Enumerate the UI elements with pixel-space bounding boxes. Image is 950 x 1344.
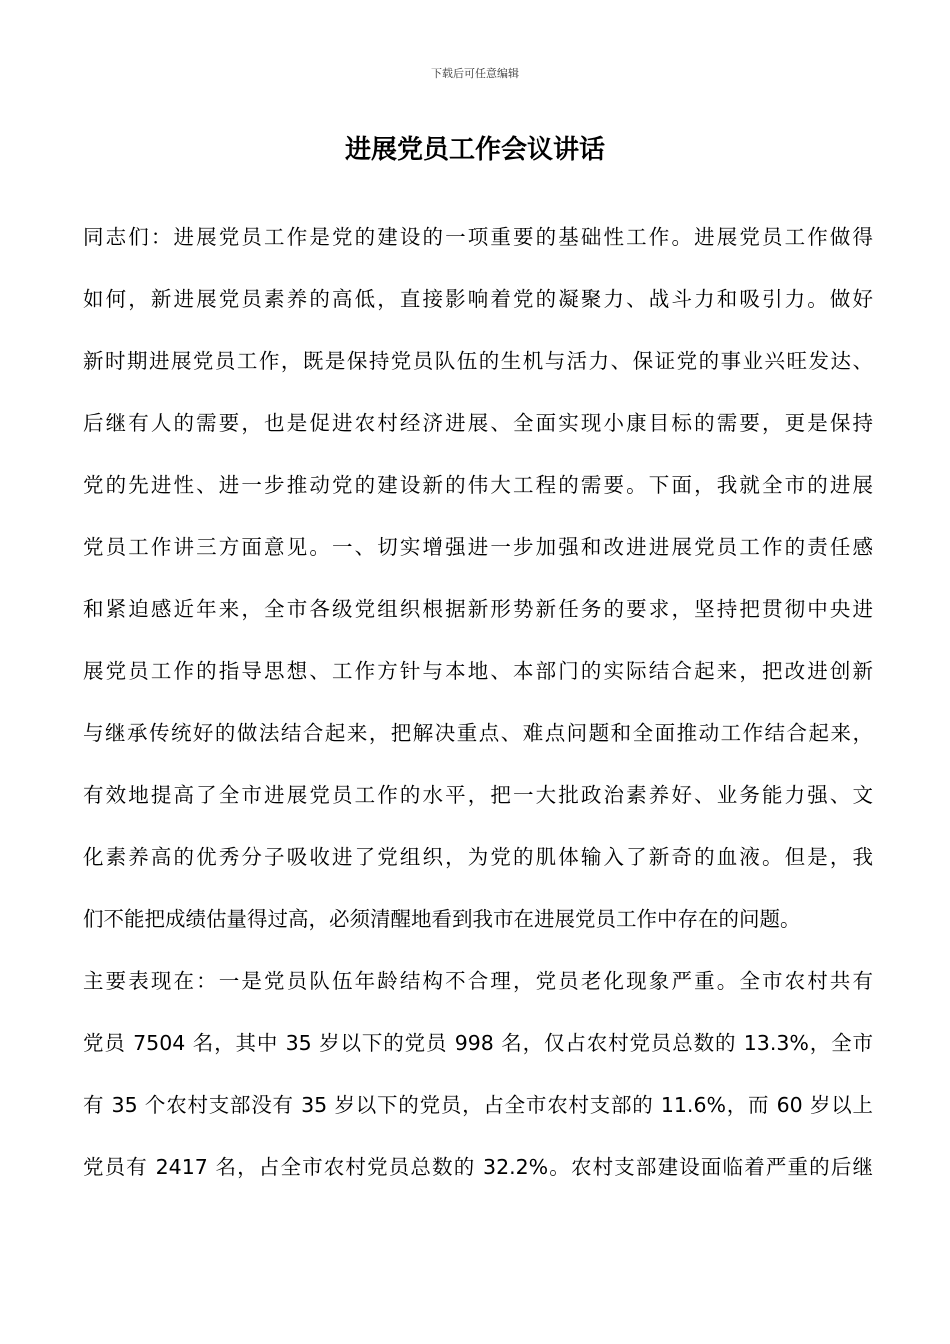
body-line: 有 35 个农村支部没有 35 岁以下的党员，占全市农村支部的 11.6%，而 60 岁以上 <box>83 1093 873 1117</box>
body-line: 党员工作讲三方面意见。一、切实增强进一步加强和改进进展党员工作的责任感 <box>83 535 873 559</box>
body-line: 如何，新进展党员素养的高低，直接影响着党的凝聚力、战斗力和吸引力。做好 <box>83 287 873 311</box>
page-header-note: 下载后可任意编辑 <box>431 67 519 80</box>
body-line: 后继有人的需要，也是促进农村经济进展、全面实现小康目标的需要，更是保持 <box>83 411 873 435</box>
body-line: 党员有 2417 名，占全市农村党员总数的 32.2%。农村支部建设面临着严重的后继 <box>83 1155 873 1179</box>
document-title: 进展党员工作会议讲话 <box>344 135 605 165</box>
body-line: 和紧迫感近年来，全市各级党组织根据新形势新任务的要求，坚持把贯彻中央进 <box>83 597 873 621</box>
body-line: 与继承传统好的做法结合起来，把解决重点、难点问题和全面推动工作结合起来， <box>83 721 873 745</box>
body-line: 展党员工作的指导思想、工作方针与本地、本部门的实际结合起来，把改进创新 <box>83 659 873 683</box>
body-line: 化素养高的优秀分子吸收进了党组织，为党的肌体输入了新奇的血液。但是，我 <box>83 845 873 869</box>
body-line: 主要表现在：一是党员队伍年龄结构不合理，党员老化现象严重。全市农村共有 <box>83 969 873 993</box>
body-line: 党员 7504 名，其中 35 岁以下的党员 998 名，仅占农村党员总数的 13.3%，全市 <box>83 1031 873 1055</box>
body-line: 同志们：进展党员工作是党的建设的一项重要的基础性工作。进展党员工作做得 <box>83 225 873 249</box>
body-line: 新时期进展党员工作，既是保持党员队伍的生机与活力、保证党的事业兴旺发达、 <box>83 349 873 373</box>
body-line: 们不能把成绩估量得过高，必须清醒地看到我市在进展党员工作中存在的问题。 <box>83 907 801 931</box>
body-line: 党的先进性、进一步推动党的建设新的伟大工程的需要。下面，我就全市的进展 <box>83 473 873 497</box>
body-line: 有效地提高了全市进展党员工作的水平，把一大批政治素养好、业务能力强、文 <box>83 783 873 807</box>
